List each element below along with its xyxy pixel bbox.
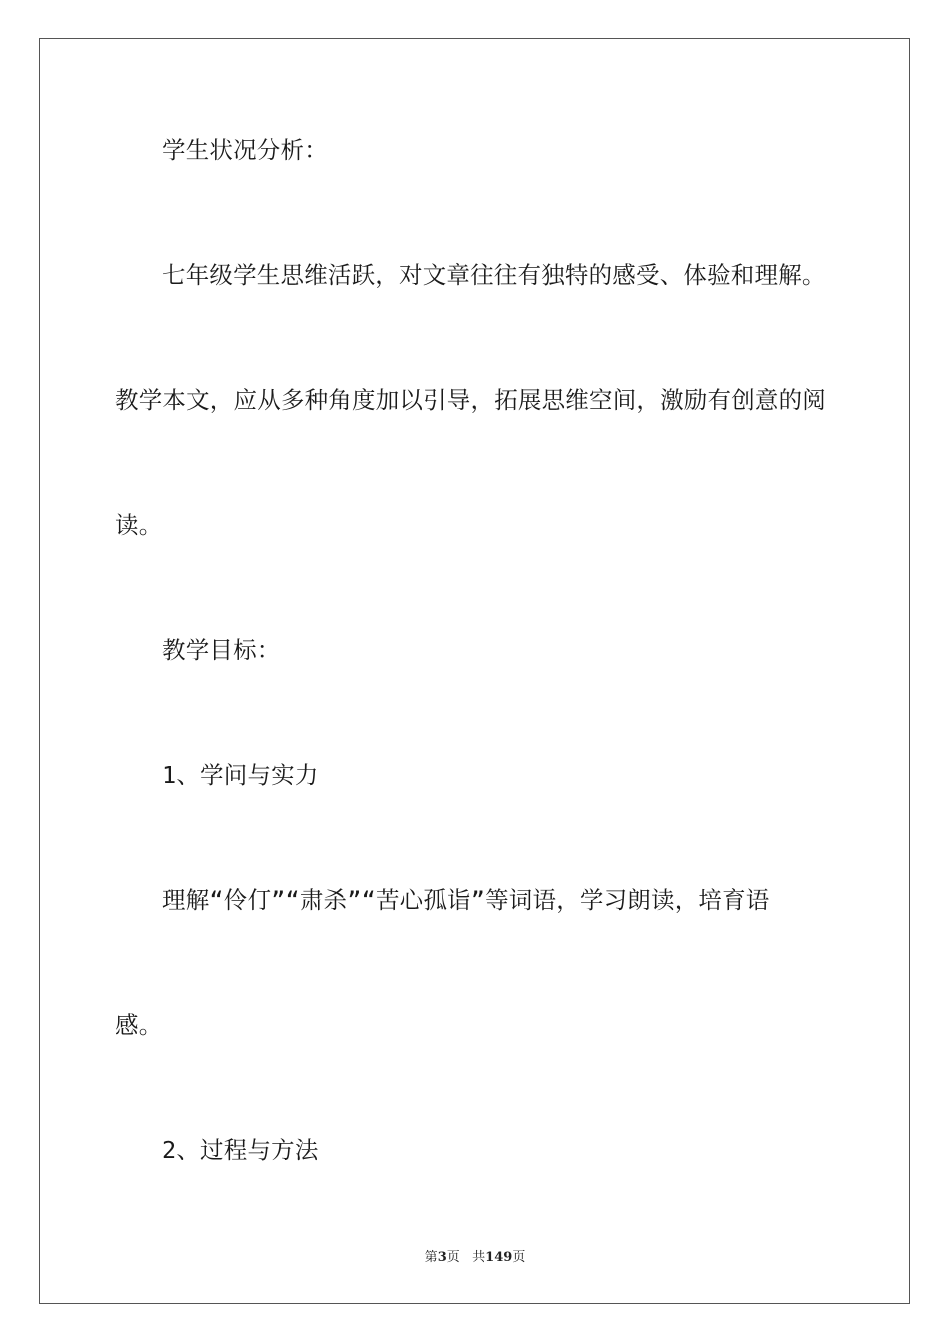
paragraph-line: 七年级学生思维活跃，对文章往往有独特的感受、体验和理解。 — [162, 261, 826, 289]
paragraph-line: 感。 — [115, 1011, 163, 1039]
footer-total-prefix: 共 — [472, 1250, 486, 1265]
heading-student-analysis: 学生状况分析： — [162, 136, 328, 164]
footer-total-suffix: 页 — [512, 1250, 526, 1265]
footer-prefix: 第 — [424, 1250, 438, 1265]
heading-teaching-goals: 教学目标： — [162, 636, 281, 664]
page-footer — [0, 1246, 950, 1265]
subheading-process-method: 2、过程与方法 — [162, 1136, 319, 1164]
paragraph-line: 读。 — [115, 511, 163, 539]
page-border — [39, 38, 910, 1304]
subheading-knowledge-ability: 1、学问与实力 — [162, 761, 319, 789]
footer-page-number: 3 — [437, 1250, 447, 1265]
footer-page-suffix: 页 — [446, 1250, 460, 1265]
footer-total-pages: 149 — [485, 1250, 513, 1265]
paragraph-line: 教学本文，应从多种角度加以引导，拓展思维空间，激励有创意的阅 — [115, 386, 826, 414]
paragraph-line: 理解“伶仃”“肃杀”“苦心孤诣”等词语，学习朗读，培育语 — [162, 886, 770, 914]
